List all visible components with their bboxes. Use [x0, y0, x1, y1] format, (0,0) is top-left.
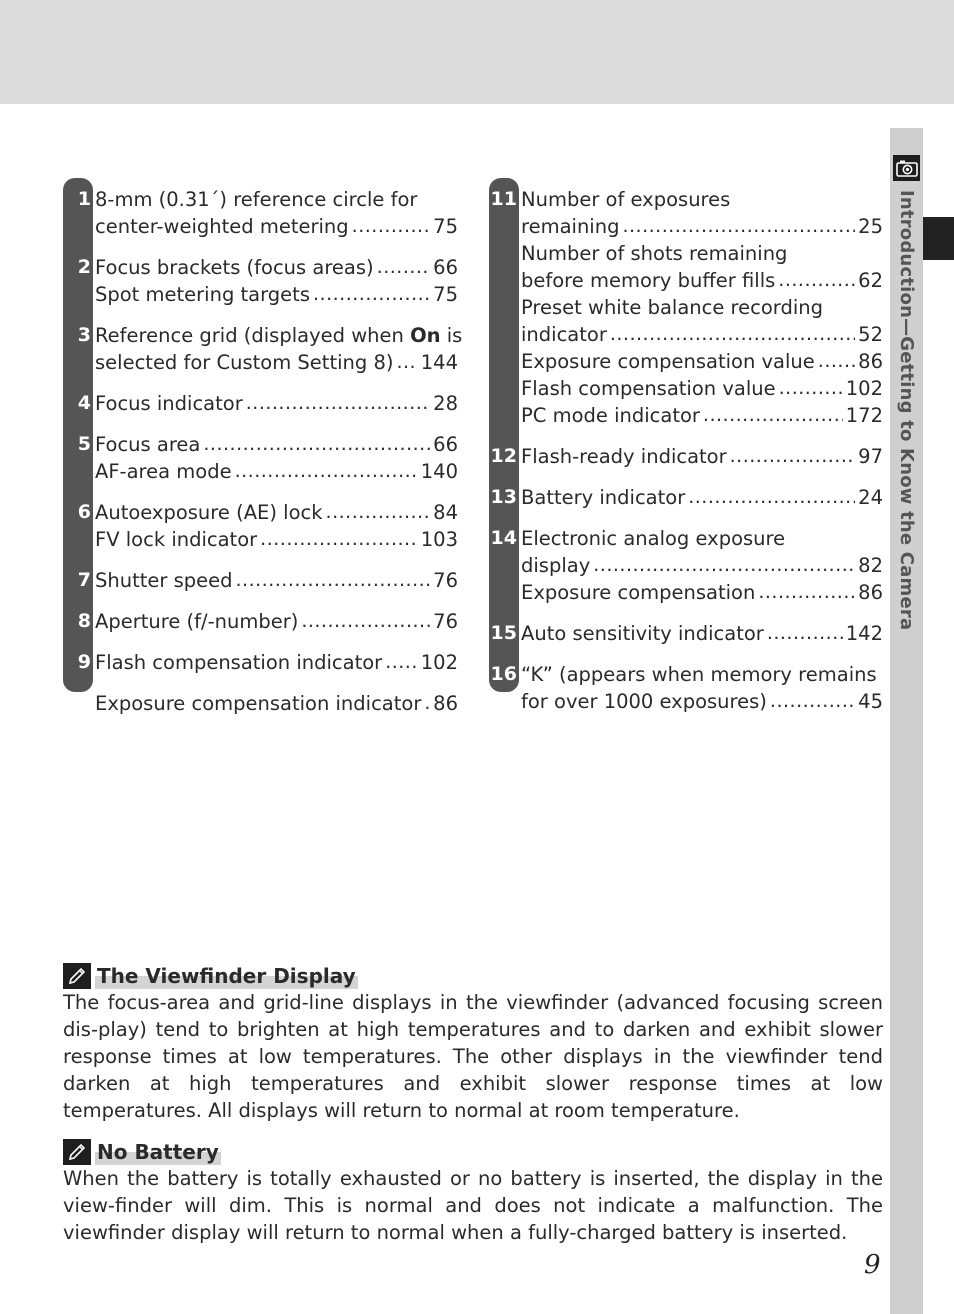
- legend-entry: [489, 653, 883, 715]
- pencil-icon: [63, 1139, 91, 1165]
- leader-dots: [377, 254, 431, 281]
- leader-dots: [236, 567, 431, 594]
- page-reference: 102: [845, 377, 883, 400]
- chapter-marker: [923, 217, 954, 260]
- page-reference: 28: [433, 392, 458, 415]
- legend-text: Exposure compensation: [521, 581, 756, 604]
- legend-line: [521, 620, 883, 647]
- page-reference: 76: [433, 610, 458, 633]
- legend-line: [95, 390, 458, 417]
- page-reference: 86: [433, 692, 458, 715]
- leader-dots: [818, 348, 855, 375]
- legend-text: remaining: [521, 215, 620, 238]
- leader-dots: [778, 267, 855, 294]
- legend-text: center-weighted metering: [95, 215, 349, 238]
- legend-line: [95, 349, 458, 376]
- legend-line: [95, 254, 458, 281]
- chapter-title: Introduction—Getting to Know the Camera: [896, 190, 917, 631]
- leader-dots: [260, 526, 418, 553]
- page-reference: 45: [858, 690, 883, 713]
- pencil-icon: [63, 963, 91, 989]
- legend-text: AF-area mode: [95, 460, 232, 483]
- page-reference: 66: [433, 433, 458, 456]
- legend-column-left: [63, 178, 463, 723]
- page-reference: 97: [858, 445, 883, 468]
- legend-number: 8: [77, 610, 91, 632]
- legend-entry: [63, 641, 458, 676]
- legend-line: [521, 186, 883, 213]
- leader-dots: [352, 213, 431, 240]
- legend-line: [521, 484, 883, 511]
- legend-line: [521, 321, 883, 348]
- legend-line: [521, 552, 883, 579]
- page-reference: 75: [433, 283, 458, 306]
- leader-dots: [758, 579, 855, 606]
- legend-text: Reference grid (displayed when On is: [95, 324, 463, 347]
- legend-column-right: [489, 178, 883, 721]
- page-reference: 82: [858, 554, 883, 577]
- legend-line: [95, 499, 458, 526]
- legend-text: “K” (appears when memory remains: [521, 663, 877, 686]
- legend-line: [95, 526, 458, 553]
- legend-entry: [489, 476, 883, 511]
- legend-text: FV lock indicator: [95, 528, 258, 551]
- legend-entry: [63, 559, 458, 594]
- leader-dots: [610, 321, 855, 348]
- legend-entry: [63, 178, 458, 240]
- legend-line: [521, 443, 883, 470]
- legend-entry: [489, 178, 883, 429]
- legend-line: [521, 579, 883, 606]
- leader-dots: [593, 552, 855, 579]
- legend-text: Flash-ready indicator: [521, 445, 727, 468]
- page-reference: 144: [420, 351, 458, 374]
- legend-text: Flash compensation value: [521, 377, 776, 400]
- legend-entry: [63, 682, 458, 717]
- legend-number: 4: [77, 392, 91, 414]
- legend-entry: [63, 491, 458, 553]
- legend-text: selected for Custom Setting 8): [95, 351, 394, 374]
- legend-line: [95, 281, 458, 308]
- legend-text: 8-mm (0.31´) reference circle for: [95, 188, 418, 211]
- legend-number: 2: [77, 256, 91, 278]
- page-reference: 66: [433, 256, 458, 279]
- legend-entry: [63, 314, 463, 376]
- legend-line: [521, 375, 883, 402]
- page-reference: 140: [420, 460, 458, 483]
- leader-dots: [767, 620, 843, 647]
- note-body: When the battery is totally exhausted or no battery is inserted, the display in the view-finder will dim. This is normal and does not indicate a malfunction. The viewfinder display will return to normal when a fully-charged battery is inserted.: [63, 1167, 883, 1244]
- legend-line: [95, 322, 463, 349]
- page-number: 9: [864, 1250, 881, 1280]
- legend-text: Exposure compensation value: [521, 350, 815, 373]
- legend-text: Electronic analog exposure: [521, 527, 786, 550]
- legend-entry: [489, 435, 883, 470]
- page-reference: 52: [858, 323, 883, 346]
- page-reference: 75: [433, 215, 458, 238]
- legend-line: [521, 402, 883, 429]
- note-title: No Battery: [97, 1140, 219, 1164]
- page-reference: 86: [858, 581, 883, 604]
- legend-text: Focus brackets (focus areas): [95, 256, 374, 279]
- legend-line: [521, 213, 883, 240]
- legend-number: 1: [77, 188, 91, 210]
- legend-number: 7: [77, 569, 91, 591]
- legend-line: [521, 267, 883, 294]
- leader-dots: [622, 213, 855, 240]
- legend-line: [95, 213, 458, 240]
- note-no-battery: [63, 1139, 883, 1246]
- page-reference: 84: [433, 501, 458, 524]
- page-reference: 102: [420, 651, 458, 674]
- page-reference: 172: [845, 404, 883, 427]
- legend-text: Exposure compensation indicator: [95, 692, 422, 715]
- legend-line: [521, 348, 883, 375]
- legend-line: [95, 608, 458, 635]
- legend-entry: [63, 423, 458, 485]
- legend-text: Auto sensitivity indicator: [521, 622, 764, 645]
- legend-text: Number of shots remaining: [521, 242, 788, 265]
- page-reference: 86: [858, 350, 883, 373]
- legend-line: [95, 690, 458, 717]
- page-reference: 142: [845, 622, 883, 645]
- legend-text: PC mode indicator: [521, 404, 700, 427]
- legend-line: [521, 294, 883, 321]
- legend-line: [521, 688, 883, 715]
- leader-dots: [313, 281, 430, 308]
- legend-text: Preset white balance recording: [521, 296, 823, 319]
- legend-number: 3: [77, 324, 91, 346]
- legend-text: Focus indicator: [95, 392, 243, 415]
- legend-number: 12: [490, 445, 517, 467]
- legend-line: [95, 458, 458, 485]
- leader-dots: [203, 431, 430, 458]
- legend-number: 9: [77, 651, 91, 673]
- legend-number: 13: [490, 486, 517, 508]
- legend-line: [521, 240, 883, 267]
- legend-text: Aperture (f/-number): [95, 610, 299, 633]
- page-reference: 103: [420, 528, 458, 551]
- page-reference: 76: [433, 569, 458, 592]
- legend-number: 6: [77, 501, 91, 523]
- leader-dots: [301, 608, 430, 635]
- legend-text: Shutter speed: [95, 569, 233, 592]
- leader-dots: [688, 484, 855, 511]
- legend-line: [95, 649, 458, 676]
- legend-number: 15: [490, 622, 517, 644]
- legend-text: Spot metering targets: [95, 283, 310, 306]
- legend-line: [521, 525, 883, 552]
- legend-text: Autoexposure (AE) lock: [95, 501, 323, 524]
- leader-dots: [246, 390, 430, 417]
- legend-text: indicator: [521, 323, 607, 346]
- legend-number: 16: [490, 663, 517, 685]
- leader-dots: [703, 402, 843, 429]
- legend-entry: [63, 382, 458, 417]
- legend-entry: [63, 600, 458, 635]
- note-viewfinder-display: [63, 963, 883, 1124]
- legend-number: 14: [490, 527, 517, 549]
- legend-text: for over 1000 exposures): [521, 690, 767, 713]
- leader-dots: [326, 499, 431, 526]
- leader-dots: [424, 690, 430, 717]
- legend-number: 10: [64, 692, 91, 714]
- legend-text: before memory buffer fills: [521, 269, 776, 292]
- legend-entry: [63, 246, 458, 308]
- page-reference: 62: [858, 269, 883, 292]
- legend-text: Number of exposures: [521, 188, 731, 211]
- leader-dots: [396, 349, 417, 376]
- legend-line: [95, 186, 458, 213]
- legend-entry: [489, 517, 883, 606]
- leader-dots: [730, 443, 856, 470]
- note-body: The focus-area and grid-line displays in the viewfinder (advanced focusing screen dis-play) tend to brighten at high temperatures and to darken and exhibit slower response times at low temperatures. The other displays in the viewfinder tend darken at high temperatures and exhibit slower response times at low temperatures. All displays will return to normal at room temperature.: [63, 991, 883, 1122]
- legend-text: Focus area: [95, 433, 201, 456]
- camera-icon: [893, 155, 920, 181]
- legend-line: [95, 431, 458, 458]
- page-reference: 25: [858, 215, 883, 238]
- leader-dots: [385, 649, 418, 676]
- legend-line: [95, 567, 458, 594]
- legend-text: Flash compensation indicator: [95, 651, 383, 674]
- legend-number: 5: [77, 433, 91, 455]
- leader-dots: [770, 688, 855, 715]
- legend-text: Battery indicator: [521, 486, 686, 509]
- legend-entry: [489, 612, 883, 647]
- legend-number: 11: [490, 188, 517, 210]
- top-band: [0, 0, 954, 104]
- legend-line: [521, 661, 883, 688]
- legend-text: display: [521, 554, 591, 577]
- leader-dots: [235, 458, 418, 485]
- page-reference: 24: [858, 486, 883, 509]
- leader-dots: [779, 375, 843, 402]
- note-title: The Viewfinder Display: [97, 964, 356, 988]
